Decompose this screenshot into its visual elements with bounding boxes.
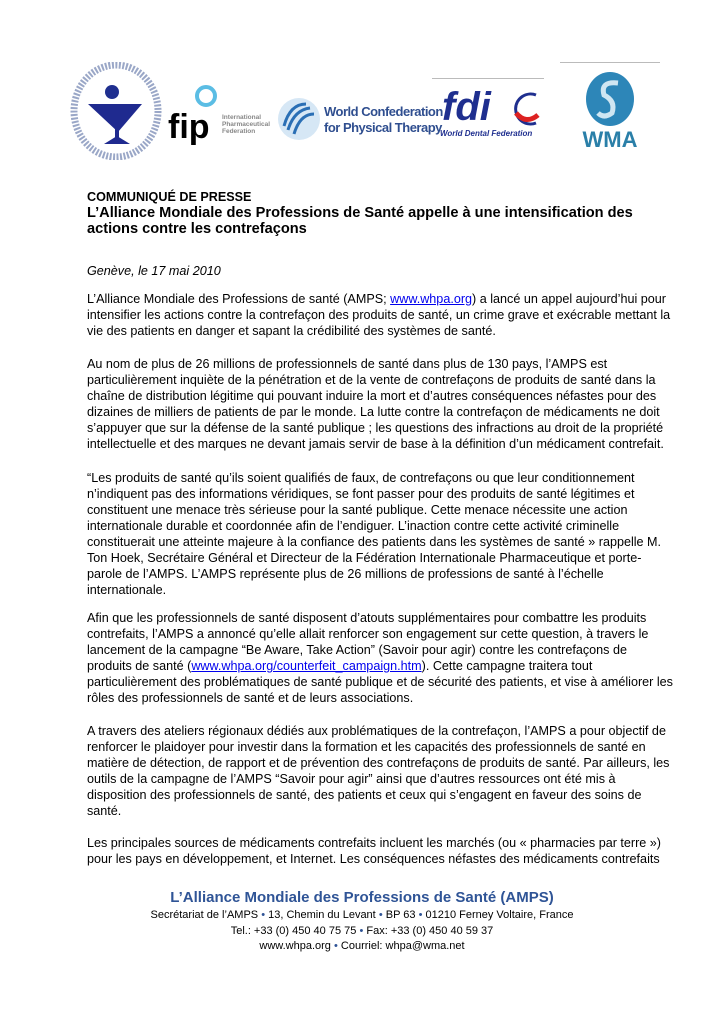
paragraph-2	[87, 356, 664, 452]
whpa-link[interactable]: www.whpa.org	[390, 292, 473, 306]
line: constituent une menace très sérieuse pour la santé publique. Cette menace nécessite une action	[87, 503, 628, 517]
line: chaîne de distribution légitime qui pouvant induire la mort et d’autres conséquences néfastes pour des	[87, 389, 657, 403]
footer-web: www.whpa.org	[259, 940, 331, 952]
line: matière de détection, de rapport et de prévention des contrefaçons de produits de santé. Par ailleurs, les	[87, 756, 670, 770]
line: intensifier les actions contre la contrefaçon des produits de santé, un crime grave et exécrable mettant la	[87, 308, 671, 322]
paragraph-5	[87, 723, 669, 819]
fip-logo	[168, 82, 273, 152]
wcpt-text: for Physical Therapy	[324, 120, 442, 135]
wcpt-text: World Confederation	[324, 104, 443, 119]
line: Les principales sources de médicaments contrefaits incluent les marchés (ou « pharmacies par terre »)	[87, 836, 661, 850]
paragraph-6	[87, 835, 661, 867]
svg-text:fip: fip	[168, 108, 210, 146]
footer-fax: Fax: +33 (0) 450 40 59 37	[366, 924, 494, 937]
footer-text: BP 63	[385, 909, 416, 921]
line: internationale.	[87, 583, 167, 597]
line: A travers des ateliers régionaux dédiés aux problématiques de la contrefaçon, l’AMPS a pour objectif de	[87, 724, 666, 738]
icn-logo	[70, 62, 162, 160]
title-line: actions contre les contrefaçons	[87, 221, 307, 237]
fip-text: Pharmaceutical	[222, 121, 271, 128]
fdi-mark: fdi	[442, 85, 491, 129]
line: particulièrement des problématiques de santé publique et de sécurité des patients, et vise à améliorer les	[87, 675, 673, 689]
title-line: L’Alliance Mondiale des Professions de Santé appelle à une intensification des	[87, 205, 633, 221]
line: constituerait une atteinte majeure à la confiance des patients dans les systèmes de santé » rappelle M.	[87, 535, 662, 549]
line: internationale durable et coordonnée afin de l’endiguer. L’inaction contre cette activité criminelle	[87, 519, 620, 533]
paragraph-4	[87, 610, 673, 706]
footer-text: 13, Chemin du Levant	[268, 909, 376, 921]
date: Genève, le 17 mai 2010	[87, 264, 221, 278]
line: parole de l’AMPS. L’AMPS représente plus de 26 millions de professions de santé à l’échelle	[87, 567, 604, 581]
line: disposition des professionnels de santé, des patients et ceux qui s’engagent en faveur des soins de	[87, 788, 642, 802]
wma-logo	[560, 62, 660, 155]
wcpt-logo	[276, 96, 443, 144]
line: particulièrement inquiète de la pénétration et de la vente de contrefaçons de produits de santé dans la	[87, 373, 656, 387]
line: vie des patients en danger et sapant la crédibilité des systèmes de santé.	[87, 324, 496, 338]
footer-tel: Tel.: +33 (0) 450 40 75 75	[230, 924, 357, 937]
paragraph-3	[87, 470, 661, 598]
line: “Les produits de santé qu’ils soient qualifiés de faux, de contrefaçons ou que leur conditionnement	[87, 471, 635, 485]
line: s’appuyer que sur la défense de la santé publique ; les questions des infractions au droit de la propriété	[87, 421, 664, 435]
line: Afin que les professionnels de santé disposent d’atouts supplémentaires pour combattre les produits	[87, 611, 647, 625]
footer-text: Secrétariat de l’AMPS	[150, 909, 259, 921]
text: produits de santé (	[87, 659, 192, 673]
campaign-link[interactable]: www.whpa.org/counterfeit_campaign.htm	[191, 659, 422, 673]
fip-text: Federation	[222, 128, 256, 135]
line: renforcer le plaidoyer pour investir dans la formation et les capacités des professionnels de santé en	[87, 740, 646, 754]
text: ) a lancé un appel aujourd’hui pour	[472, 292, 666, 306]
footer-text: 01210 Ferney Voltaire, France	[425, 909, 574, 921]
line: intellectuelle et des marques ne devant jamais servir de base à la définition d’un médicament contrefait.	[87, 437, 664, 451]
line: Au nom de plus de 26 millions de professionnels de santé dans plus de 130 pays, l’AMPS est	[87, 357, 608, 371]
fdi-logo	[432, 78, 544, 149]
line: Ton Hoek, Secrétaire Général et Directeur de la Fédération Internationale Pharmaceutique et porte-	[87, 551, 642, 565]
line: n’indiquent pas des informations véridiques, se font passer pour des produits de santé légitimes et	[87, 487, 635, 501]
footer-mail: Courriel: whpa@wma.net	[340, 940, 465, 952]
fdi-text: World Dental Federation	[440, 129, 533, 138]
line: pour les pays en développement, et Internet. Les conséquences néfastes des médicaments contrefaits	[87, 852, 660, 866]
footer: L’Alliance Mondiale des Professions de Santé (AMPS) Secrétariat de l’AMPS • 13, Chemin du Levant • BP 63 • 01210 Ferney Voltaire, France Tel.: +33 (0) 450 40 75 75 • Fax: +33 (0) 450 40 59 37 www.whpa.org • Courriel: whpa@wma.net	[0, 888, 724, 955]
text: L’Alliance Mondiale des Professions de santé (AMPS;	[87, 292, 391, 306]
line: dizaines de milliers de patients de par le monde. La lutte contre la contrefaçon de médicaments ne doit	[87, 405, 660, 419]
fip-text: International	[222, 114, 262, 121]
line: rôles des professionnels de santé et de leurs associations.	[87, 691, 414, 705]
svg-text:WMA: WMA	[582, 127, 638, 152]
line: contrefaits, l’AMPS a annoncé qu’elle allait renforcer son engagement sur cette question, à travers le	[87, 627, 649, 641]
footer-title: L’Alliance Mondiale des Professions de Santé (AMPS)	[170, 889, 554, 906]
press-release-label: COMMUNIQUÉ DE PRESSE	[87, 190, 252, 204]
line: santé.	[87, 804, 122, 818]
text: ). Cette campagne traitera tout	[421, 659, 593, 673]
line: outils de la campagne de l’AMPS “Savoir pour agir” ainsi que d’autres ressources ont été mis à	[87, 772, 616, 786]
line: lancement de la campagne “Be Aware, Take Action” (Savoir pour agir) contre les contrefaçons de	[87, 643, 627, 657]
paragraph-1	[87, 291, 670, 339]
